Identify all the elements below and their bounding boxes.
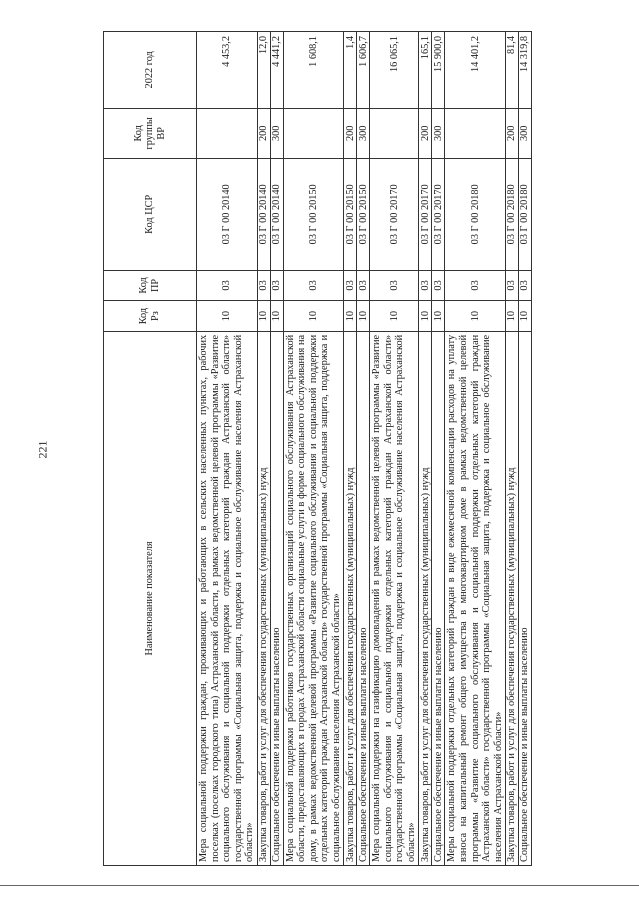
- row-vr: [370, 108, 419, 158]
- row-value: 4 453,2: [197, 32, 258, 109]
- page-number: 221: [35, 440, 50, 459]
- row-csr: 03 Г 00 20170: [370, 158, 419, 270]
- row-rz: 10: [357, 301, 370, 332]
- row-value: 81,4: [506, 32, 519, 109]
- table-row: [419, 32, 432, 866]
- row-value: 14 319,8: [519, 32, 532, 109]
- row-pr: 03: [506, 270, 519, 301]
- row-rz: 10: [419, 301, 432, 332]
- row-rz: 10: [283, 301, 344, 332]
- table-row: [197, 32, 258, 866]
- row-vr: 300: [357, 108, 370, 158]
- row-name: Социальное обеспечение и иные выплаты населению: [519, 331, 532, 865]
- row-csr: 03 Г 00 20150: [344, 158, 357, 270]
- row-csr: 03 Г 00 20150: [283, 158, 344, 270]
- header-pr: Код ПР: [104, 270, 197, 301]
- row-vr: [445, 108, 506, 158]
- table-row: [519, 32, 532, 866]
- row-pr: 03: [197, 270, 258, 301]
- row-vr: 200: [506, 108, 519, 158]
- row-pr: 03: [419, 270, 432, 301]
- budget-table: [103, 31, 532, 866]
- row-csr: 03 Г 00 20150: [357, 158, 370, 270]
- row-value: 1 608,1: [283, 32, 344, 109]
- row-pr: 03: [283, 270, 344, 301]
- row-vr: [197, 108, 258, 158]
- row-name: Мера социальной поддержки граждан, проживающих и работающих в сельских населенных пунктах, рабочих поселках (поселках городского типа) Астраханской области, в рамках ведомственной целевой программы «Развитие социального обслуживания и социальной поддержки отдельных категорий граждан Астраханской области» государственной программы «Социальная защита, поддержка и социальное обслуживание населения Астраханской области»: [197, 331, 258, 865]
- row-rz: 10: [519, 301, 532, 332]
- row-rz: 10: [197, 301, 258, 332]
- row-value: 15 900,0: [432, 32, 445, 109]
- row-value: 4 441,2: [270, 32, 283, 109]
- row-vr: [283, 108, 344, 158]
- row-value: 14 401,2: [445, 32, 506, 109]
- table-row: [283, 32, 344, 866]
- row-rz: 10: [432, 301, 445, 332]
- table-row: [432, 32, 445, 866]
- row-rz: 10: [370, 301, 419, 332]
- row-pr: 03: [357, 270, 370, 301]
- row-value: 165,1: [419, 32, 432, 109]
- row-vr: 200: [419, 108, 432, 158]
- row-pr: 03: [445, 270, 506, 301]
- row-vr: 200: [344, 108, 357, 158]
- row-name: Социальное обеспечение и иные выплаты населению: [357, 331, 370, 865]
- row-name: Закупка товаров, работ и услуг для обеспечения государственных (муниципальных) нужд: [344, 331, 357, 865]
- table-row: [506, 32, 519, 866]
- row-rz: 10: [506, 301, 519, 332]
- row-name: Закупка товаров, работ и услуг для обеспечения государственных (муниципальных) нужд: [419, 331, 432, 865]
- header-rz: Код Рз: [104, 301, 197, 332]
- row-csr: 03 Г 00 20140: [197, 158, 258, 270]
- row-name: Мера социальной поддержки на газификацию домовладений в рамках ведомственной целевой программы «Развитие социального обслуживания и социальной поддержки отдельных категорий граждан Астраханской области» государственной программы «Социальная защита, поддержка и социальное обслуживание населения Астраханской области»: [370, 331, 419, 865]
- header-vr: Код группы ВР: [104, 108, 197, 158]
- row-name: Закупка товаров, работ и услуг для обеспечения государственных (муниципальных) нужд: [506, 331, 519, 865]
- row-csr: 03 Г 00 20180: [506, 158, 519, 270]
- row-rz: 10: [445, 301, 506, 332]
- row-pr: 03: [432, 270, 445, 301]
- header-name: Наименование показателя: [104, 331, 197, 865]
- header-csr: Код ЦСР: [104, 158, 197, 270]
- scan-bottom-edge: [0, 885, 639, 886]
- row-csr: 03 Г 00 20180: [519, 158, 532, 270]
- row-pr: 03: [519, 270, 532, 301]
- row-name: Социальное обеспечение и иные выплаты населению: [270, 331, 283, 865]
- row-value: 16 065,1: [370, 32, 419, 109]
- row-rz: 10: [270, 301, 283, 332]
- header-year: 2022 год: [104, 32, 197, 109]
- row-vr: 300: [270, 108, 283, 158]
- row-pr: 03: [370, 270, 419, 301]
- table-row: [270, 32, 283, 866]
- budget-table-rotated: [103, 31, 555, 866]
- row-vr: 200: [257, 108, 270, 158]
- table-row: [344, 32, 357, 866]
- row-value: 1,4: [344, 32, 357, 109]
- table-row: [257, 32, 270, 866]
- row-csr: 03 Г 00 20180: [445, 158, 506, 270]
- row-csr: 03 Г 00 20170: [432, 158, 445, 270]
- row-pr: 03: [270, 270, 283, 301]
- table-row: [357, 32, 370, 866]
- row-vr: 300: [519, 108, 532, 158]
- row-name: Меры социальной поддержки отдельных категорий граждан в виде ежемесячной компенсации расходов на уплату взноса на капитальный ремонт общего имущества в многоквартирном доме в рамках ведомственной целевой программы «Развитие социального обслуживания и социальной поддержки отдельных категорий граждан Астраханской области» государственной программы «Социальная защита, поддержка и социальное обслуживание населения Астраханской области»: [445, 331, 506, 865]
- row-name: Социальное обеспечение и иные выплаты населению: [432, 331, 445, 865]
- row-rz: 10: [257, 301, 270, 332]
- header-row: [104, 32, 197, 866]
- table-row: [445, 32, 506, 866]
- row-name: Закупка товаров, работ и услуг для обеспечения государственных (муниципальных) нужд: [257, 331, 270, 865]
- row-pr: 03: [344, 270, 357, 301]
- row-pr: 03: [257, 270, 270, 301]
- row-csr: 03 Г 00 20140: [270, 158, 283, 270]
- row-value: 12,0: [257, 32, 270, 109]
- row-csr: 03 Г 00 20170: [419, 158, 432, 270]
- row-csr: 03 Г 00 20140: [257, 158, 270, 270]
- table-row: [370, 32, 419, 866]
- row-name: Мера социальной поддержки работников государственных организаций социального обслуживания Астраханской области, предоставляющих в городах Астраханской области социальные услуги в форме социального обслуживания на дому, в рамках ведомственной целевой программы «Развитие социального обслуживания и социальной поддержки отдельных категорий граждан Астраханской области» государственной программы «Социальная защита, поддержка и социальное обслуживание населения Астраханской области»: [283, 331, 344, 865]
- row-rz: 10: [344, 301, 357, 332]
- row-value: 1 606,7: [357, 32, 370, 109]
- row-vr: 300: [432, 108, 445, 158]
